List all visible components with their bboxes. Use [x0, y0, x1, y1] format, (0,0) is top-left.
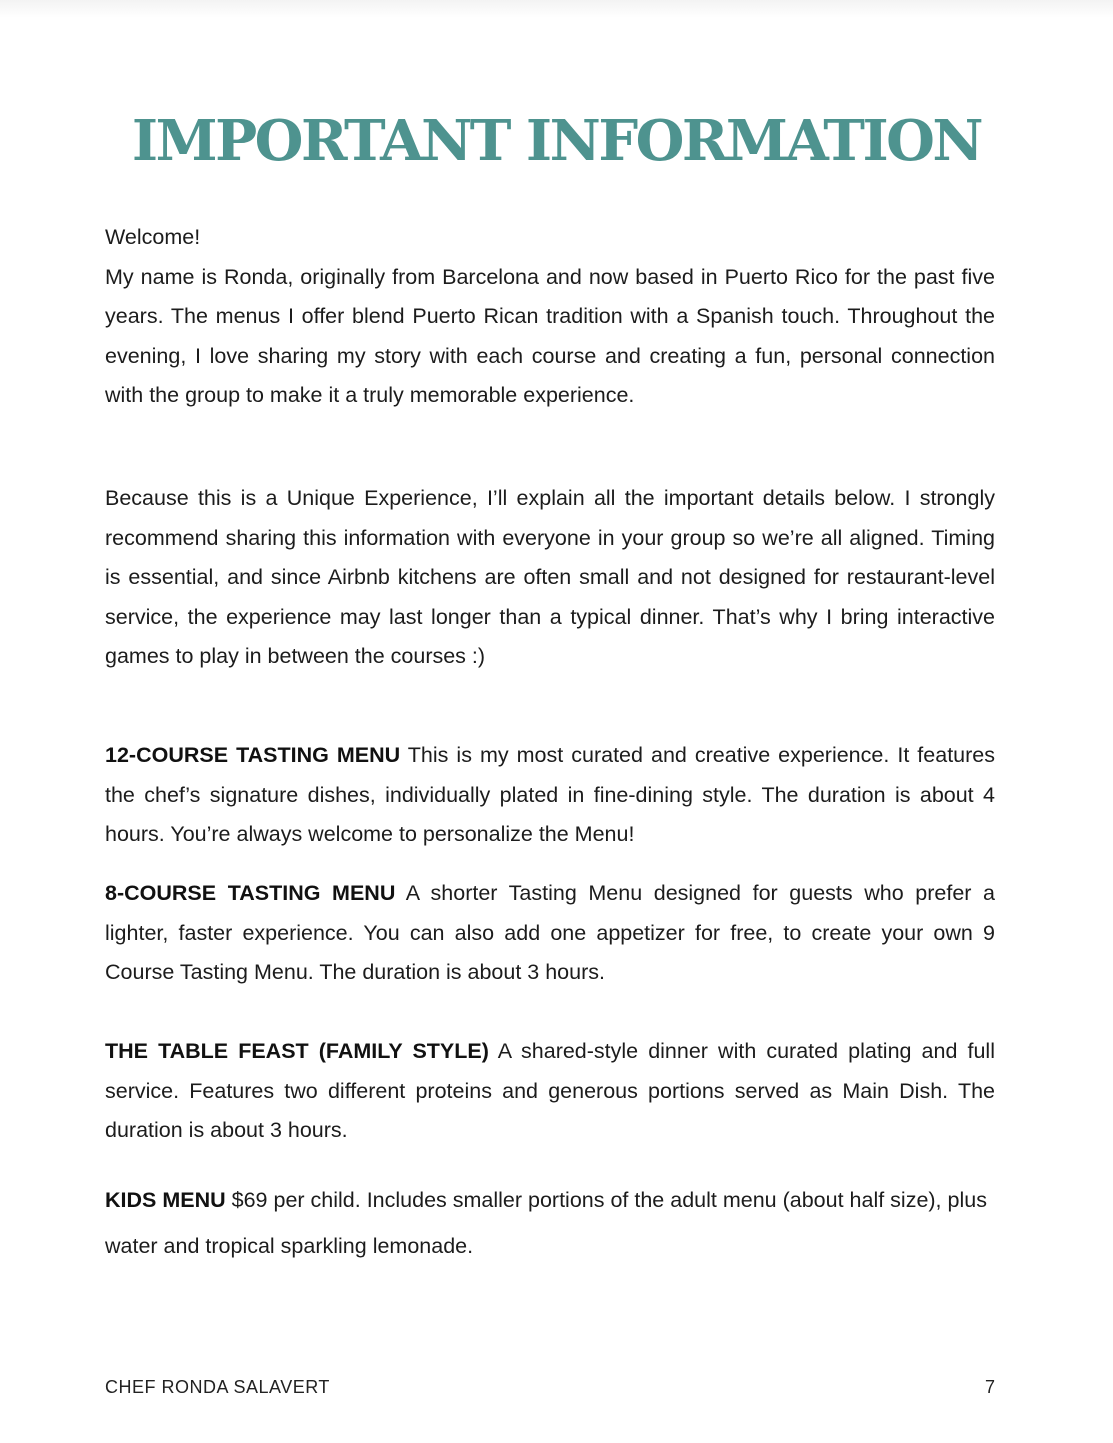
menu-8-course [105, 874, 995, 993]
menu-kids [105, 1177, 995, 1269]
page-title: IMPORTANT INFORMATION [131, 108, 982, 174]
page-number: 7 [984, 1377, 995, 1397]
details-paragraph: Because this is a Unique Experience, I’ll explain all the important details below. I strongly recommend sharing this information with everyone in your group so we’re all aligned. Timing is essential, and since Airbnb kitchens are often small and not designed for restaurant-level service, the experience may last longer than a typical dinner. That’s why I bring interactive games to play in between the courses :) [105, 486, 995, 668]
menu-12-course-description: This is my most curated and creative experience. It features the chef’s signature dishes, individually plated in fine-dining style. The duration is about 4 hours. You’re always welcome to personalize the Menu! [105, 743, 995, 846]
intro-section [105, 218, 995, 416]
menu-kids-description: $69 per child. Includes smaller portions of the adult menu (about half size), plus water and tropical sparkling lemonade. [105, 1188, 987, 1258]
menu-kids-paragraph [105, 1177, 995, 1269]
menu-table-feast-description: A shared-style dinner with curated plating and full service. Features two different proteins and generous portions served as Main Dish. The duration is about 3 hours. [105, 1039, 995, 1142]
menu-table-feast [105, 1032, 995, 1151]
menu-8-course-paragraph [105, 874, 995, 993]
menu-8-course-name: 8-COURSE TASTING MENU [105, 881, 396, 905]
menu-12-course-name: 12-COURSE TASTING MENU [105, 743, 401, 767]
footer-author: CHEF RONDA SALAVERT [105, 1377, 330, 1397]
intro-body: My name is Ronda, originally from Barcelona and now based in Puerto Rico for the past five years. The menus I offer blend Puerto Rican tradition with a Spanish touch. Throughout the evening, I love sharing my story with each course and creating a fun, personal connection with the group to make it a truly memorable experience. [105, 264, 995, 407]
menu-kids-name: KIDS MENU [105, 1188, 226, 1212]
menu-12-course [105, 736, 995, 855]
intro-greeting: Welcome! [105, 225, 201, 249]
menu-12-course-paragraph [105, 736, 995, 855]
menu-table-feast-name: THE TABLE FEAST (FAMILY STYLE) [105, 1039, 489, 1063]
menu-8-course-description: A shorter Tasting Menu designed for guests who prefer a lighter, faster experience. You can also add one appetizer for free, to create your own 9 Course Tasting Menu. The duration is about 3 hours. [105, 881, 995, 984]
page-top-edge [0, 0, 1113, 18]
details-section [105, 479, 995, 677]
menu-table-feast-paragraph [105, 1032, 995, 1151]
